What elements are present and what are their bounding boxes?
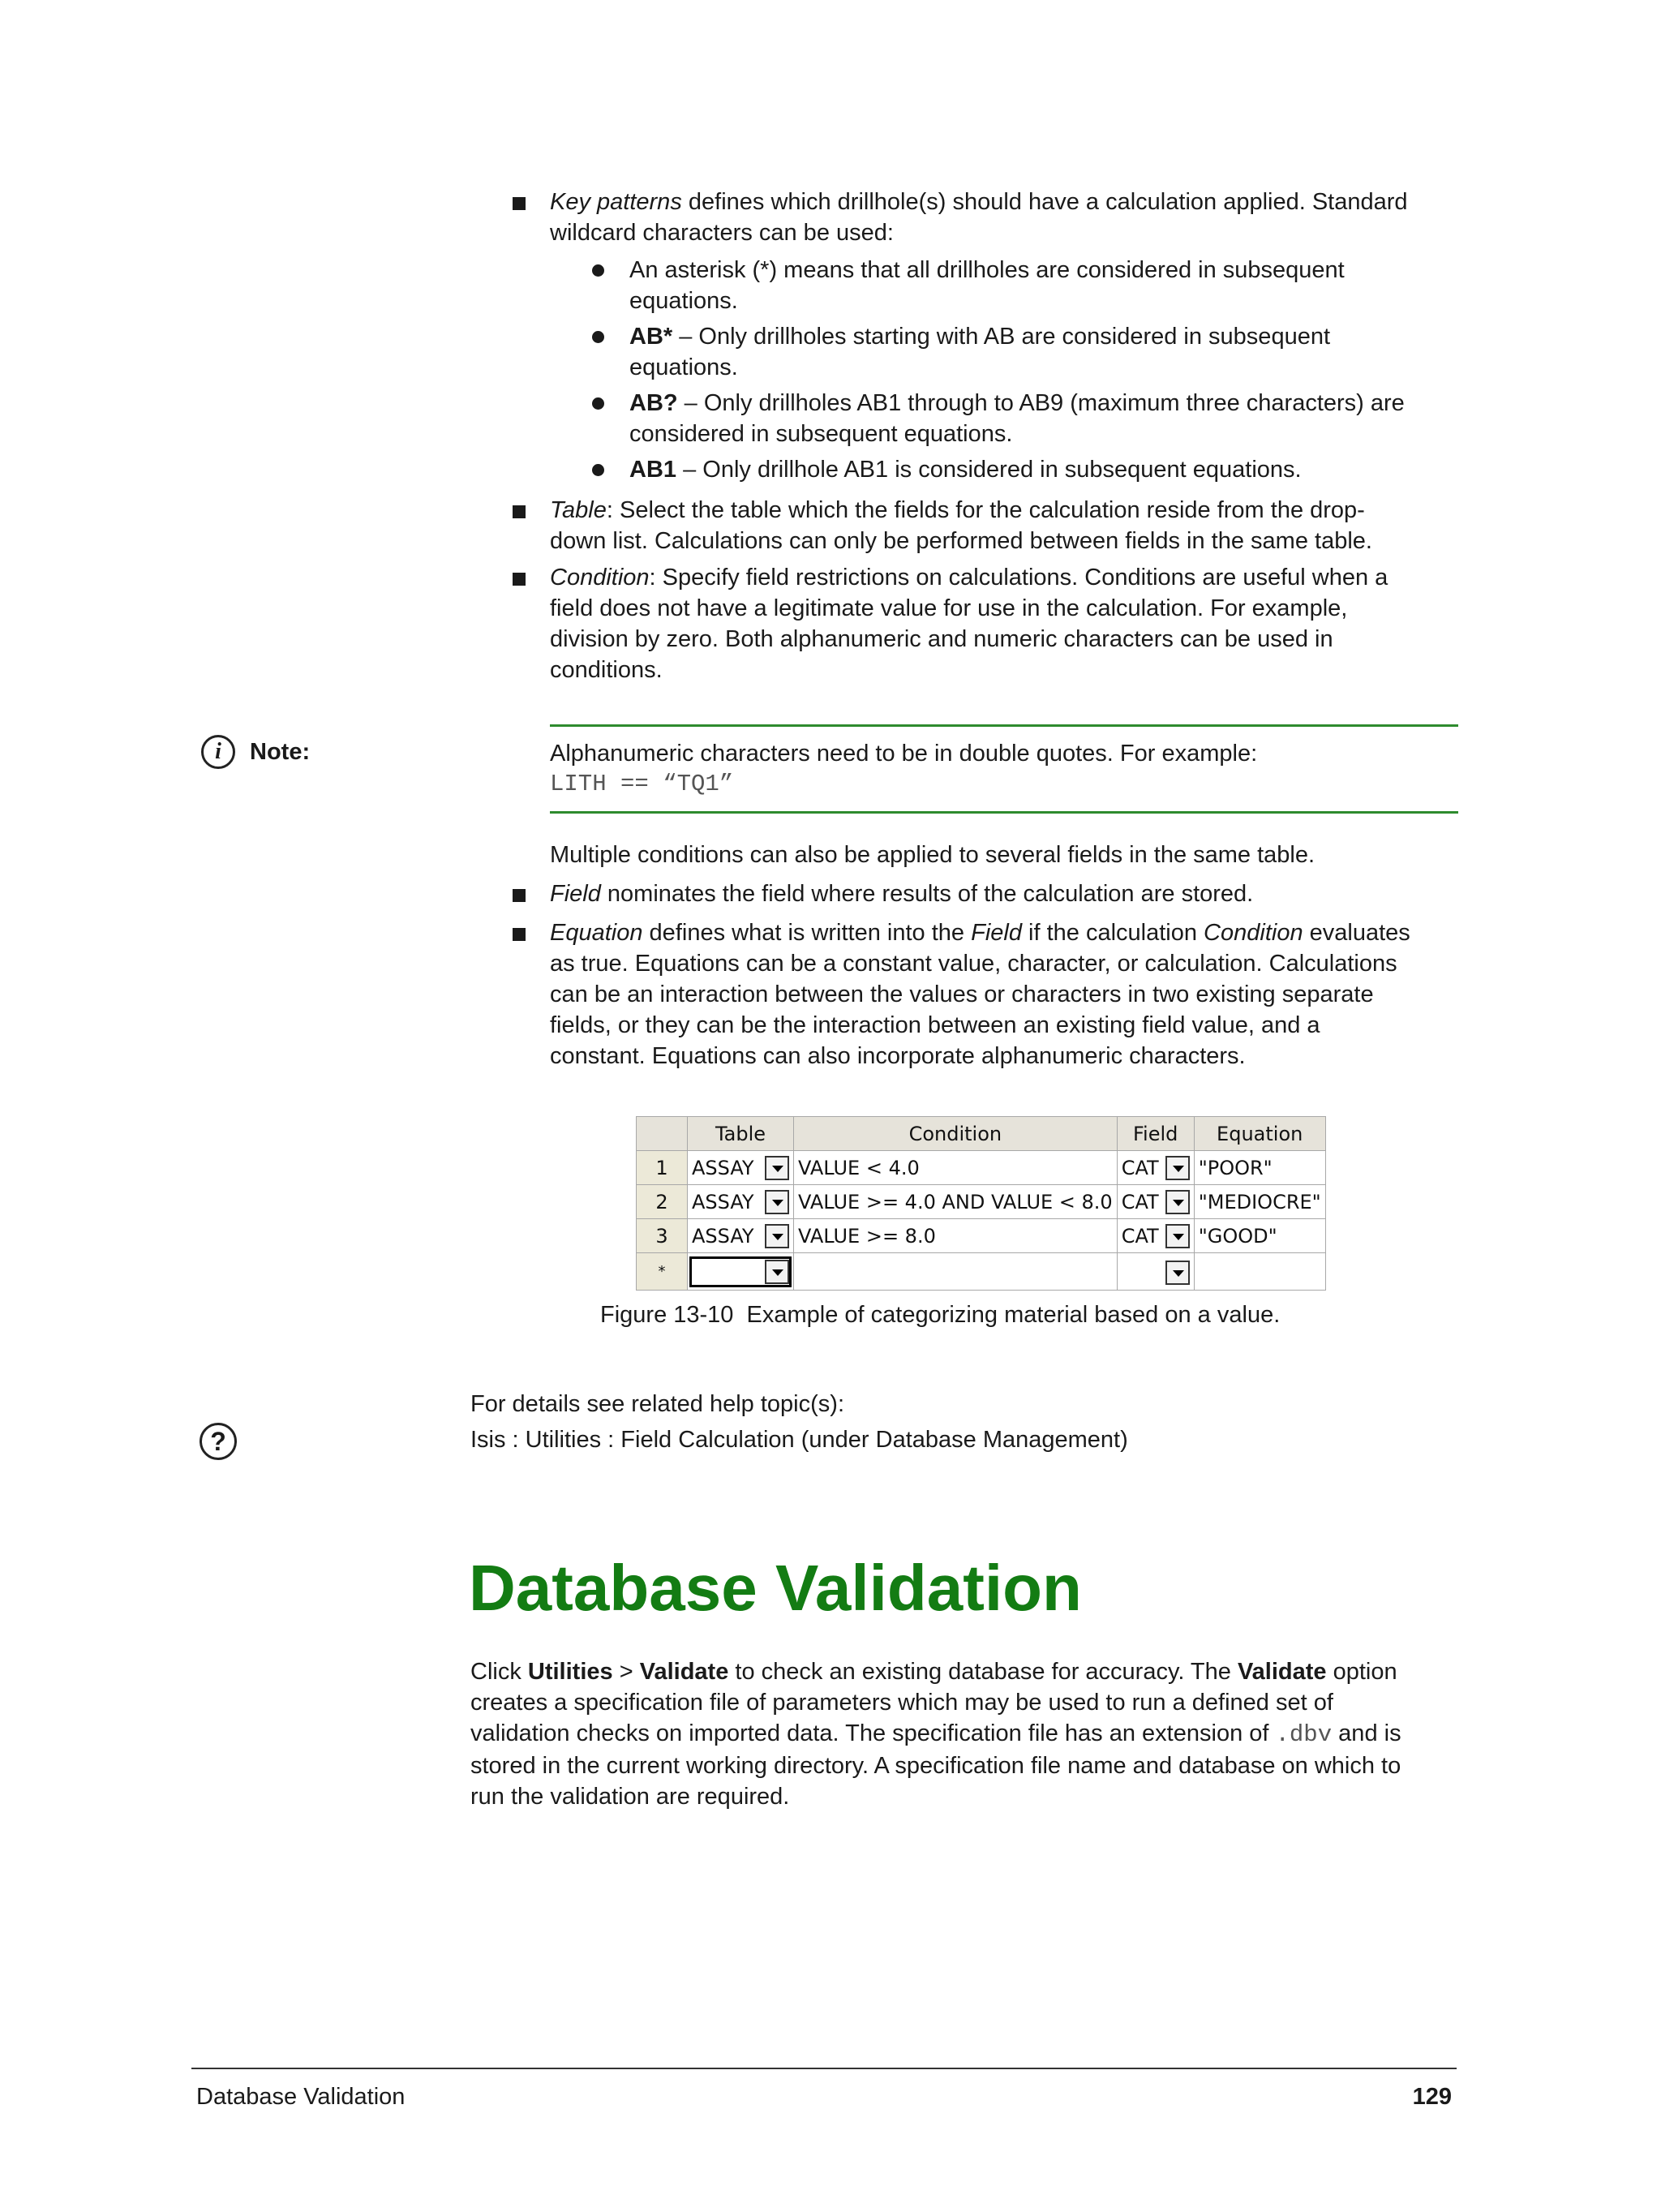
chevron-down-icon[interactable]	[765, 1156, 789, 1180]
chevron-down-icon[interactable]	[1165, 1190, 1190, 1214]
info-icon: i	[201, 735, 235, 769]
table-row-new[interactable]	[637, 1253, 1326, 1291]
table-paragraph: Table: Select the table which the fields for the calculation reside from the drop- down list. Calculations can only be performed between fields in the same table.	[550, 497, 1372, 554]
field-cell[interactable]	[1117, 1253, 1194, 1291]
note-body: Alphanumeric characters need to be in double quotes. For example: LITH == “TQ1”	[550, 738, 1458, 800]
table-row[interactable]	[637, 1185, 1326, 1219]
section-paragraph: Click Utilities > Validate to check an existing database for accuracy. The Validate option creates a specification file of parameters which may be used to run a defined set of validation checks on imported data. The specification file has an extension of .dbv and is stored in the current working directory. A specification file name and database on which to run the validation are required.	[470, 1659, 1401, 1810]
footer-rule	[191, 2068, 1457, 2069]
bullet-dot	[592, 331, 604, 343]
field-cell[interactable]: CAT	[1117, 1151, 1194, 1185]
chevron-down-icon[interactable]	[765, 1190, 789, 1214]
chevron-down-icon[interactable]	[765, 1260, 789, 1284]
help-topic-link[interactable]: Isis : Utilities : Field Calculation (under Database Management)	[470, 1427, 1128, 1453]
figure-caption: Figure 13-10 Example of categorizing material based on a value.	[600, 1302, 1281, 1328]
table-cell[interactable]	[688, 1253, 794, 1291]
bullet-dot	[592, 464, 604, 476]
condition-cell[interactable]	[794, 1253, 1118, 1291]
bullet-square	[513, 889, 526, 902]
chevron-down-icon[interactable]	[1165, 1224, 1190, 1248]
note-label: Note:	[250, 739, 311, 765]
footer-section-name: Database Validation	[196, 2084, 406, 2110]
table-cell[interactable]: ASSAY	[688, 1185, 794, 1219]
header-table: Table	[688, 1117, 794, 1151]
note-code: LITH == “TQ1”	[550, 771, 734, 797]
header-equation: Equation	[1194, 1117, 1325, 1151]
bullet-square	[513, 573, 526, 586]
condition-cell[interactable]: VALUE >= 4.0 AND VALUE < 8.0	[794, 1185, 1118, 1219]
new-row-marker: *	[637, 1253, 688, 1291]
chevron-down-icon[interactable]	[765, 1224, 789, 1248]
bullet-square	[513, 928, 526, 941]
table-row[interactable]	[637, 1219, 1326, 1253]
note-top-rule	[550, 724, 1458, 727]
field-cell[interactable]: CAT	[1117, 1219, 1194, 1253]
table-cell[interactable]: ASSAY	[688, 1219, 794, 1253]
header-condition: Condition	[794, 1117, 1118, 1151]
key-patterns-paragraph: Key patterns defines which drillhole(s) should have a calculation applied. Standard wildcard characters can be used:	[550, 189, 1408, 246]
section-title: Database Validation	[469, 1552, 1082, 1624]
help-line1: For details see related help topic(s):	[470, 1391, 844, 1417]
field-cell[interactable]: CAT	[1117, 1185, 1194, 1219]
grid-corner-cell	[637, 1117, 688, 1151]
sub-bullet-ab-question: AB? – Only drillholes AB1 through to AB9 (maximum three characters) are considered in subsequent equations.	[629, 390, 1405, 447]
bullet-square	[513, 197, 526, 210]
chevron-down-icon[interactable]	[1165, 1261, 1190, 1285]
note-bottom-rule	[550, 811, 1458, 814]
table-cell[interactable]: ASSAY	[688, 1151, 794, 1185]
row-number: 1	[637, 1151, 688, 1185]
equation-cell[interactable]: "POOR"	[1194, 1151, 1325, 1185]
bullet-dot	[592, 264, 604, 277]
multiple-conditions-text: Multiple conditions can also be applied to several fields in the same table.	[550, 842, 1315, 868]
row-number: 2	[637, 1185, 688, 1219]
field-calculation-grid	[636, 1116, 1326, 1291]
sub-bullet-asterisk: An asterisk (*) means that all drillholes are considered in subsequent equations.	[629, 257, 1345, 314]
condition-cell[interactable]: VALUE < 4.0	[794, 1151, 1118, 1185]
sub-bullet-ab-star: AB* – Only drillholes starting with AB are considered in subsequent equations.	[629, 324, 1331, 380]
equation-paragraph: Equation defines what is written into the Field if the calculation Condition evaluates as true. Equations can be a constant value, character, or calculation. Calculations can be an interaction between the values or characters in two existing separate fields, or they can be the interaction between an existing field value, and a constant. Equations can also incorporate alphanumeric characters.	[550, 920, 1410, 1069]
sub-bullet-ab1: AB1 – Only drillhole AB1 is considered in subsequent equations.	[629, 457, 1302, 483]
header-field: Field	[1117, 1117, 1194, 1151]
equation-cell[interactable]: "MEDIOCRE"	[1194, 1185, 1325, 1219]
bullet-square	[513, 505, 526, 518]
row-number: 3	[637, 1219, 688, 1253]
grid-header-row	[637, 1117, 1326, 1151]
equation-cell[interactable]: "GOOD"	[1194, 1219, 1325, 1253]
field-paragraph: Field nominates the field where results of the calculation are stored.	[550, 881, 1254, 907]
page-number: 129	[1412, 2084, 1452, 2110]
bullet-dot	[592, 397, 604, 410]
help-icon: ?	[200, 1423, 237, 1460]
equation-cell[interactable]	[1194, 1253, 1325, 1291]
condition-paragraph: Condition: Specify field restrictions on calculations. Conditions are useful when a field does not have a legitimate value for use in the calculation. For example, division by zero. Both alphanumeric and numeric characters can be used in conditions.	[550, 565, 1388, 683]
condition-cell[interactable]: VALUE >= 8.0	[794, 1219, 1118, 1253]
chevron-down-icon[interactable]	[1165, 1156, 1190, 1180]
table-row[interactable]	[637, 1151, 1326, 1185]
